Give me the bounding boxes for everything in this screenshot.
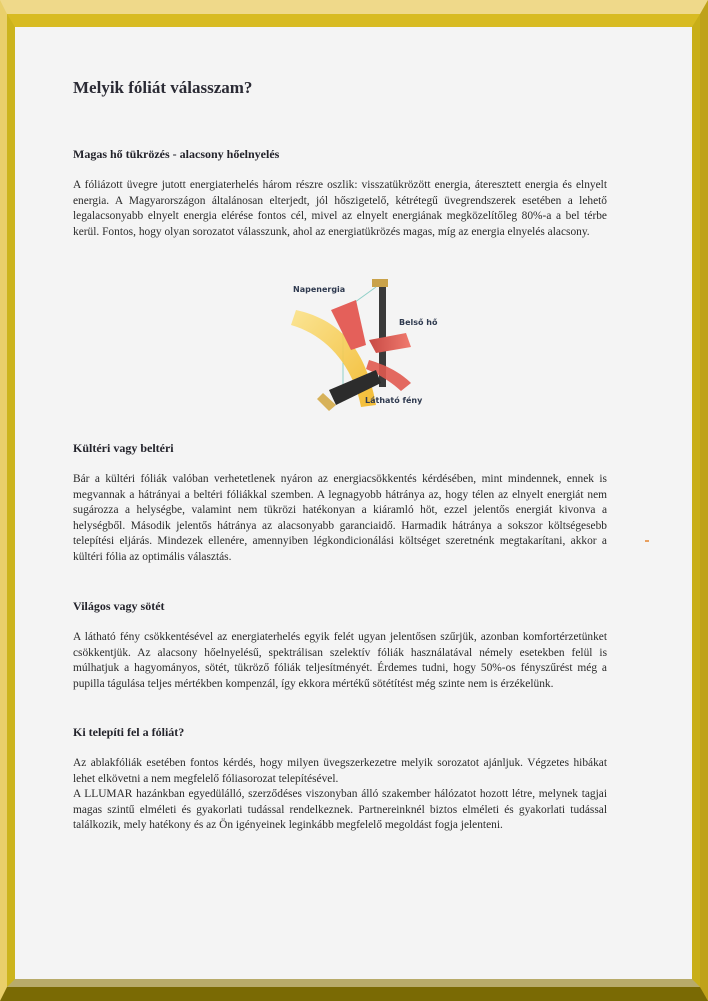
section-paragraph-llumar: A LLUMAR hazánkban egyedülálló, szerződéses viszonyban álló szakember hálózatot hozott létre, melynek tagjai magas szintű elméleti és gyakorlati tudással rendelkeznek. Partnereinknél biztos elméleti és gyakorlati tudással találkozik, mely hatékony és az Ön igényeinek leginkább megfelelő megoldást fogja jelenteni. [73,788,607,832]
section-heading-reflection: Magas hő tükrözés - alacsony hőelnyelés [73,147,280,161]
section-paragraph-reflection: A fóliázott üvegre jutott energiaterhelés három részre oszlik: visszatükrözött energia, áteresztett energia és elnyelt energia. A Magyarországon általánosan elterjedt, jól hőszigetelő, kétrétegű üvegrendszerek esetében a lehető legalacsonyabb elnyelt energia elérése fontos cél, mivel az elnyelt energiának megközelítőleg 80%-a a bel térbe kerül. Fontos, hogy olyan sorozatot válasszunk, ahol az energiatükrözés magas, míg az energia elnyelés alacsony. [73,179,607,238]
scan-artifact [645,540,649,542]
inner-heat-arrow [369,333,411,353]
section-paragraph-outdoor-indoor: Bár a kültéri fóliák valóban verhetetlenek nyáron az energiacsökkentés kérdésében, mint mindennek, ennek is megvannak a hátrányai a beltéri fóliákkal szemben. A legnagyobb hátránya az, hogy télen az elnyelt energiát nem sugározza a helységbe, valamint nem tükrözi hatékonyan a kiáramló höt, ezzel jelentős energiát kivonva a helységből. Második jelentős hátránya az alacsonyabb garanciaidő. Harmadik hátránya a sokszor költségesebb telepítési eljárás. Mindezek ellenére, amennyiben légkondicionálási költséget szeretnénk megtakarítani, akkor a kültéri fólia az optimális választás. [73,473,607,563]
section-heading-light-dark: Világos vagy sötét [73,599,165,613]
section-paragraph-installer: Az ablakfóliák esetében fontos kérdés, hogy milyen üvegszerkezetre melyik sorozatot ajánljuk. Végzetes hibákat lehet elkövetni a nem megfelelő fóliasorozat telepítésével. [73,757,607,785]
section-heading-installer: Ki telepíti fel a fóliát? [73,725,185,739]
window-film-diagram [281,265,461,415]
window-frame-top [372,279,388,287]
label-belso-ho: Belső hő [399,318,438,327]
section-paragraph-light-dark: A látható fény csökkentésével az energiaterhelés egyik felét ugyan jelentősen szűrjük, azonban komfortérzetünket csökkentjük. Az alacsony hőelnyelésű, spektrálisan szelektív fóliák használatával némely esetekben felül is múlhatjuk a hagyományos, sötét, tükröző fóliák teljesítményét. Érdemes tudni, hogy 50%-os fényszűrést még a pupilla tágulása teljes mértékben kompenzál, így ekkora mértékű sötétítést még szinte nem is érzékelünk. [73,631,607,690]
label-napenergia: Napenergia [293,285,346,294]
section-heading-outdoor-indoor: Kültéri vagy beltéri [73,441,174,455]
page-title: Melyik fóliát válasszam? [73,78,253,97]
label-lathato-feny: Látható fény [365,396,423,405]
